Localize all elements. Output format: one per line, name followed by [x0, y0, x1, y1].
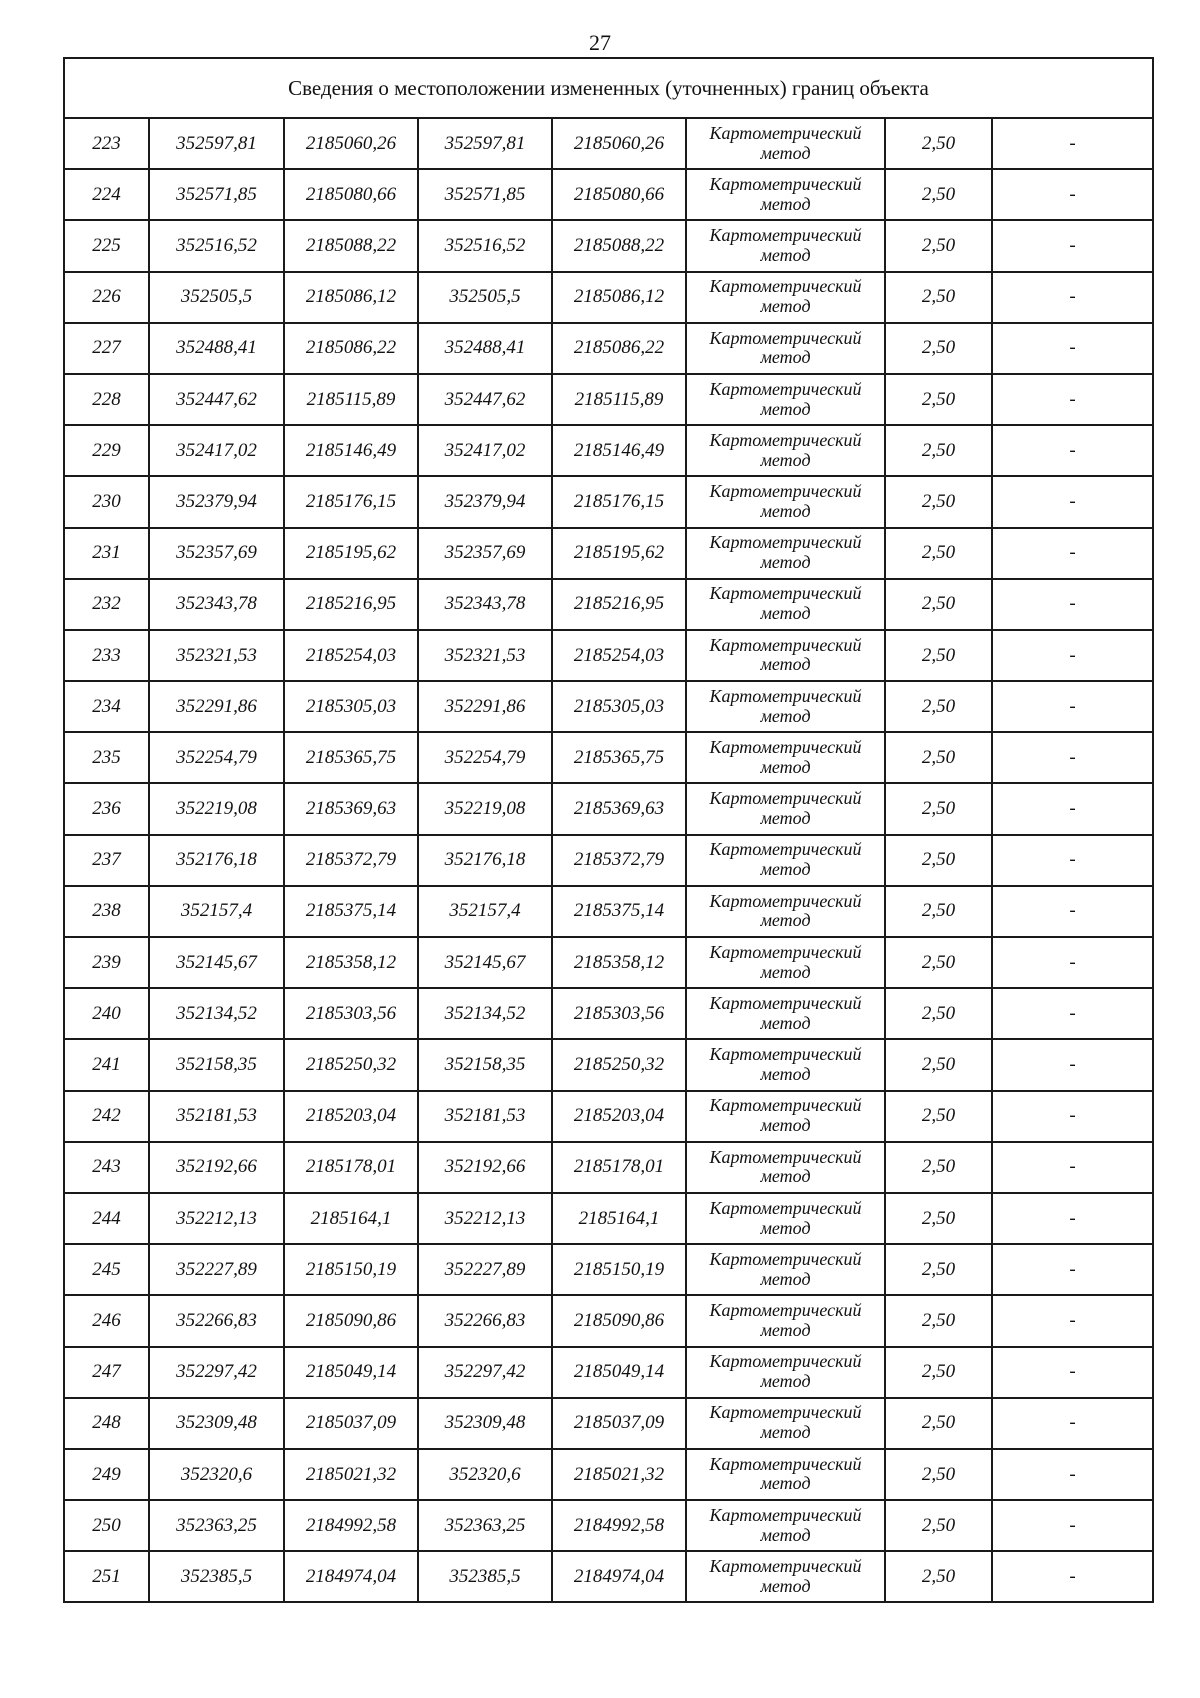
description-cell: - [992, 169, 1153, 220]
y-existing-cell: 2185021,32 [284, 1449, 418, 1500]
method-cell: Картометрический метод [686, 1142, 885, 1193]
description-cell: - [992, 1091, 1153, 1142]
method-cell: Картометрический метод [686, 835, 885, 886]
accuracy-cell: 2,50 [885, 783, 992, 834]
method-cell: Картометрический метод [686, 1347, 885, 1398]
description-cell: - [992, 220, 1153, 271]
table-caption: Сведения о местоположении измененных (уточненных) границ объекта [64, 58, 1153, 118]
point-number-cell: 242 [64, 1091, 149, 1142]
x-refined-cell: 352227,89 [418, 1244, 552, 1295]
y-existing-cell: 2185037,09 [284, 1398, 418, 1449]
description-cell: - [992, 272, 1153, 323]
point-number-cell: 240 [64, 988, 149, 1039]
point-number-cell: 248 [64, 1398, 149, 1449]
method-cell: Картометрический метод [686, 1398, 885, 1449]
method-cell: Картометрический метод [686, 783, 885, 834]
y-refined-cell: 2185086,22 [552, 323, 686, 374]
y-existing-cell: 2185216,95 [284, 579, 418, 630]
x-existing-cell: 352363,25 [149, 1500, 284, 1551]
y-existing-cell: 2185164,1 [284, 1193, 418, 1244]
y-refined-cell: 2185090,86 [552, 1295, 686, 1346]
description-cell: - [992, 374, 1153, 425]
x-existing-cell: 352134,52 [149, 988, 284, 1039]
accuracy-cell: 2,50 [885, 374, 992, 425]
x-refined-cell: 352291,86 [418, 681, 552, 732]
point-number-cell: 247 [64, 1347, 149, 1398]
x-refined-cell: 352134,52 [418, 988, 552, 1039]
method-cell: Картометрический метод [686, 118, 885, 169]
x-existing-cell: 352385,5 [149, 1551, 284, 1602]
y-existing-cell: 2184974,04 [284, 1551, 418, 1602]
y-refined-cell: 2185080,66 [552, 169, 686, 220]
x-refined-cell: 352571,85 [418, 169, 552, 220]
point-number-cell: 239 [64, 937, 149, 988]
x-existing-cell: 352219,08 [149, 783, 284, 834]
accuracy-cell: 2,50 [885, 169, 992, 220]
y-refined-cell: 2185178,01 [552, 1142, 686, 1193]
method-cell: Картометрический метод [686, 528, 885, 579]
y-refined-cell: 2185150,19 [552, 1244, 686, 1295]
table-row [64, 1091, 1153, 1142]
y-existing-cell: 2185254,03 [284, 630, 418, 681]
description-cell: - [992, 1347, 1153, 1398]
x-existing-cell: 352176,18 [149, 835, 284, 886]
y-refined-cell: 2185115,89 [552, 374, 686, 425]
description-cell: - [992, 528, 1153, 579]
table-row [64, 220, 1153, 271]
y-existing-cell: 2185358,12 [284, 937, 418, 988]
point-number-cell: 251 [64, 1551, 149, 1602]
accuracy-cell: 2,50 [885, 579, 992, 630]
table-row [64, 988, 1153, 1039]
method-cell: Картометрический метод [686, 681, 885, 732]
x-existing-cell: 352212,13 [149, 1193, 284, 1244]
x-refined-cell: 352488,41 [418, 323, 552, 374]
point-number-cell: 236 [64, 783, 149, 834]
y-refined-cell: 2185088,22 [552, 220, 686, 271]
y-refined-cell: 2185365,75 [552, 732, 686, 783]
table-row [64, 937, 1153, 988]
x-existing-cell: 352379,94 [149, 476, 284, 527]
method-cell: Картометрический метод [686, 220, 885, 271]
accuracy-cell: 2,50 [885, 528, 992, 579]
point-number-cell: 228 [64, 374, 149, 425]
boundary-coordinates-table [63, 57, 1154, 1603]
y-refined-cell: 2185254,03 [552, 630, 686, 681]
description-cell: - [992, 835, 1153, 886]
y-refined-cell: 2185037,09 [552, 1398, 686, 1449]
x-refined-cell: 352212,13 [418, 1193, 552, 1244]
point-number-cell: 230 [64, 476, 149, 527]
x-existing-cell: 352254,79 [149, 732, 284, 783]
y-refined-cell: 2185060,26 [552, 118, 686, 169]
description-cell: - [992, 476, 1153, 527]
point-number-cell: 237 [64, 835, 149, 886]
y-refined-cell: 2185021,32 [552, 1449, 686, 1500]
accuracy-cell: 2,50 [885, 476, 992, 527]
table-row [64, 630, 1153, 681]
y-existing-cell: 2185088,22 [284, 220, 418, 271]
x-existing-cell: 352266,83 [149, 1295, 284, 1346]
method-cell: Картометрический метод [686, 1295, 885, 1346]
table-row [64, 425, 1153, 476]
x-existing-cell: 352227,89 [149, 1244, 284, 1295]
method-cell: Картометрический метод [686, 1091, 885, 1142]
table-row [64, 1449, 1153, 1500]
description-cell: - [992, 1193, 1153, 1244]
y-refined-cell: 2185369,63 [552, 783, 686, 834]
table-row [64, 476, 1153, 527]
y-existing-cell: 2185305,03 [284, 681, 418, 732]
method-cell: Картометрический метод [686, 374, 885, 425]
x-existing-cell: 352597,81 [149, 118, 284, 169]
point-number-cell: 227 [64, 323, 149, 374]
table-row [64, 118, 1153, 169]
y-existing-cell: 2185080,66 [284, 169, 418, 220]
x-existing-cell: 352291,86 [149, 681, 284, 732]
y-refined-cell: 2185372,79 [552, 835, 686, 886]
y-existing-cell: 2185250,32 [284, 1039, 418, 1090]
accuracy-cell: 2,50 [885, 630, 992, 681]
table-row [64, 1244, 1153, 1295]
y-refined-cell: 2185216,95 [552, 579, 686, 630]
accuracy-cell: 2,50 [885, 323, 992, 374]
y-existing-cell: 2185372,79 [284, 835, 418, 886]
y-refined-cell: 2184974,04 [552, 1551, 686, 1602]
method-cell: Картометрический метод [686, 425, 885, 476]
y-existing-cell: 2185195,62 [284, 528, 418, 579]
accuracy-cell: 2,50 [885, 1193, 992, 1244]
y-refined-cell: 2185358,12 [552, 937, 686, 988]
x-existing-cell: 352158,35 [149, 1039, 284, 1090]
point-number-cell: 226 [64, 272, 149, 323]
x-refined-cell: 352254,79 [418, 732, 552, 783]
x-refined-cell: 352297,42 [418, 1347, 552, 1398]
y-refined-cell: 2185203,04 [552, 1091, 686, 1142]
description-cell: - [992, 1295, 1153, 1346]
y-existing-cell: 2185086,22 [284, 323, 418, 374]
accuracy-cell: 2,50 [885, 835, 992, 886]
table-row [64, 783, 1153, 834]
table-row [64, 681, 1153, 732]
point-number-cell: 249 [64, 1449, 149, 1500]
x-refined-cell: 352157,4 [418, 886, 552, 937]
x-existing-cell: 352516,52 [149, 220, 284, 271]
accuracy-cell: 2,50 [885, 1449, 992, 1500]
y-refined-cell: 2185250,32 [552, 1039, 686, 1090]
y-refined-cell: 2184992,58 [552, 1500, 686, 1551]
x-existing-cell: 352181,53 [149, 1091, 284, 1142]
description-cell: - [992, 937, 1153, 988]
y-existing-cell: 2185303,56 [284, 988, 418, 1039]
table-row [64, 732, 1153, 783]
point-number-cell: 245 [64, 1244, 149, 1295]
point-number-cell: 235 [64, 732, 149, 783]
method-cell: Картометрический метод [686, 886, 885, 937]
point-number-cell: 241 [64, 1039, 149, 1090]
point-number-cell: 223 [64, 118, 149, 169]
point-number-cell: 234 [64, 681, 149, 732]
y-existing-cell: 2185146,49 [284, 425, 418, 476]
accuracy-cell: 2,50 [885, 1142, 992, 1193]
method-cell: Картометрический метод [686, 1039, 885, 1090]
point-number-cell: 250 [64, 1500, 149, 1551]
description-cell: - [992, 579, 1153, 630]
table-row [64, 1551, 1153, 1602]
accuracy-cell: 2,50 [885, 425, 992, 476]
table-row [64, 1347, 1153, 1398]
x-existing-cell: 352417,02 [149, 425, 284, 476]
description-cell: - [992, 886, 1153, 937]
accuracy-cell: 2,50 [885, 1347, 992, 1398]
table-row [64, 1295, 1153, 1346]
x-refined-cell: 352219,08 [418, 783, 552, 834]
y-refined-cell: 2185086,12 [552, 272, 686, 323]
table-row [64, 835, 1153, 886]
description-cell: - [992, 1398, 1153, 1449]
accuracy-cell: 2,50 [885, 732, 992, 783]
x-refined-cell: 352266,83 [418, 1295, 552, 1346]
point-number-cell: 225 [64, 220, 149, 271]
point-number-cell: 231 [64, 528, 149, 579]
x-existing-cell: 352505,5 [149, 272, 284, 323]
accuracy-cell: 2,50 [885, 1398, 992, 1449]
description-cell: - [992, 1449, 1153, 1500]
point-number-cell: 243 [64, 1142, 149, 1193]
accuracy-cell: 2,50 [885, 1500, 992, 1551]
description-cell: - [992, 118, 1153, 169]
method-cell: Картометрический метод [686, 732, 885, 783]
x-refined-cell: 352320,6 [418, 1449, 552, 1500]
y-existing-cell: 2185178,01 [284, 1142, 418, 1193]
method-cell: Картометрический метод [686, 630, 885, 681]
method-cell: Картометрический метод [686, 323, 885, 374]
table-body [64, 118, 1153, 1602]
description-cell: - [992, 1551, 1153, 1602]
y-existing-cell: 2185150,19 [284, 1244, 418, 1295]
y-existing-cell: 2184992,58 [284, 1500, 418, 1551]
description-cell: - [992, 988, 1153, 1039]
description-cell: - [992, 630, 1153, 681]
description-cell: - [992, 1039, 1153, 1090]
description-cell: - [992, 323, 1153, 374]
accuracy-cell: 2,50 [885, 272, 992, 323]
description-cell: - [992, 783, 1153, 834]
accuracy-cell: 2,50 [885, 681, 992, 732]
x-existing-cell: 352192,66 [149, 1142, 284, 1193]
table-row [64, 323, 1153, 374]
y-refined-cell: 2185164,1 [552, 1193, 686, 1244]
point-number-cell: 238 [64, 886, 149, 937]
method-cell: Картометрический метод [686, 1244, 885, 1295]
description-cell: - [992, 732, 1153, 783]
x-refined-cell: 352379,94 [418, 476, 552, 527]
x-refined-cell: 352505,5 [418, 272, 552, 323]
description-cell: - [992, 681, 1153, 732]
table-row [64, 1142, 1153, 1193]
x-existing-cell: 352320,6 [149, 1449, 284, 1500]
y-existing-cell: 2185086,12 [284, 272, 418, 323]
x-existing-cell: 352447,62 [149, 374, 284, 425]
y-existing-cell: 2185375,14 [284, 886, 418, 937]
y-refined-cell: 2185375,14 [552, 886, 686, 937]
y-existing-cell: 2185090,86 [284, 1295, 418, 1346]
accuracy-cell: 2,50 [885, 1295, 992, 1346]
x-refined-cell: 352192,66 [418, 1142, 552, 1193]
x-refined-cell: 352417,02 [418, 425, 552, 476]
table-caption-row [64, 58, 1153, 118]
table-row [64, 579, 1153, 630]
y-existing-cell: 2185115,89 [284, 374, 418, 425]
x-existing-cell: 352488,41 [149, 323, 284, 374]
accuracy-cell: 2,50 [885, 118, 992, 169]
method-cell: Картометрический метод [686, 1551, 885, 1602]
y-refined-cell: 2185176,15 [552, 476, 686, 527]
accuracy-cell: 2,50 [885, 988, 992, 1039]
table-row [64, 374, 1153, 425]
y-refined-cell: 2185195,62 [552, 528, 686, 579]
description-cell: - [992, 1500, 1153, 1551]
table-row [64, 528, 1153, 579]
point-number-cell: 232 [64, 579, 149, 630]
method-cell: Картометрический метод [686, 169, 885, 220]
table-row [64, 1398, 1153, 1449]
accuracy-cell: 2,50 [885, 1039, 992, 1090]
y-refined-cell: 2185146,49 [552, 425, 686, 476]
method-cell: Картометрический метод [686, 937, 885, 988]
x-existing-cell: 352297,42 [149, 1347, 284, 1398]
y-existing-cell: 2185369,63 [284, 783, 418, 834]
x-refined-cell: 352516,52 [418, 220, 552, 271]
method-cell: Картометрический метод [686, 1500, 885, 1551]
table-row [64, 1500, 1153, 1551]
y-existing-cell: 2185049,14 [284, 1347, 418, 1398]
point-number-cell: 224 [64, 169, 149, 220]
y-refined-cell: 2185303,56 [552, 988, 686, 1039]
description-cell: - [992, 425, 1153, 476]
method-cell: Картометрический метод [686, 1193, 885, 1244]
accuracy-cell: 2,50 [885, 886, 992, 937]
x-refined-cell: 352343,78 [418, 579, 552, 630]
point-number-cell: 229 [64, 425, 149, 476]
method-cell: Картометрический метод [686, 988, 885, 1039]
accuracy-cell: 2,50 [885, 1244, 992, 1295]
x-refined-cell: 352357,69 [418, 528, 552, 579]
page-number: 27 [589, 30, 611, 55]
boundary-table-container [63, 57, 1152, 1603]
x-refined-cell: 352309,48 [418, 1398, 552, 1449]
x-existing-cell: 352357,69 [149, 528, 284, 579]
x-existing-cell: 352571,85 [149, 169, 284, 220]
x-existing-cell: 352309,48 [149, 1398, 284, 1449]
y-existing-cell: 2185203,04 [284, 1091, 418, 1142]
table-row [64, 272, 1153, 323]
x-existing-cell: 352321,53 [149, 630, 284, 681]
accuracy-cell: 2,50 [885, 1091, 992, 1142]
point-number-cell: 246 [64, 1295, 149, 1346]
point-number-cell: 233 [64, 630, 149, 681]
method-cell: Картометрический метод [686, 579, 885, 630]
method-cell: Картометрический метод [686, 1449, 885, 1500]
x-refined-cell: 352181,53 [418, 1091, 552, 1142]
method-cell: Картометрический метод [686, 476, 885, 527]
description-cell: - [992, 1244, 1153, 1295]
accuracy-cell: 2,50 [885, 937, 992, 988]
x-refined-cell: 352145,67 [418, 937, 552, 988]
y-refined-cell: 2185049,14 [552, 1347, 686, 1398]
y-existing-cell: 2185365,75 [284, 732, 418, 783]
x-refined-cell: 352447,62 [418, 374, 552, 425]
x-existing-cell: 352145,67 [149, 937, 284, 988]
x-refined-cell: 352176,18 [418, 835, 552, 886]
point-number-cell: 244 [64, 1193, 149, 1244]
accuracy-cell: 2,50 [885, 220, 992, 271]
y-refined-cell: 2185305,03 [552, 681, 686, 732]
table-row [64, 1193, 1153, 1244]
x-refined-cell: 352363,25 [418, 1500, 552, 1551]
y-existing-cell: 2185060,26 [284, 118, 418, 169]
x-refined-cell: 352385,5 [418, 1551, 552, 1602]
x-refined-cell: 352158,35 [418, 1039, 552, 1090]
x-existing-cell: 352157,4 [149, 886, 284, 937]
table-row [64, 1039, 1153, 1090]
accuracy-cell: 2,50 [885, 1551, 992, 1602]
x-existing-cell: 352343,78 [149, 579, 284, 630]
description-cell: - [992, 1142, 1153, 1193]
x-refined-cell: 352321,53 [418, 630, 552, 681]
y-existing-cell: 2185176,15 [284, 476, 418, 527]
method-cell: Картометрический метод [686, 272, 885, 323]
table-row [64, 886, 1153, 937]
table-row [64, 169, 1153, 220]
x-refined-cell: 352597,81 [418, 118, 552, 169]
